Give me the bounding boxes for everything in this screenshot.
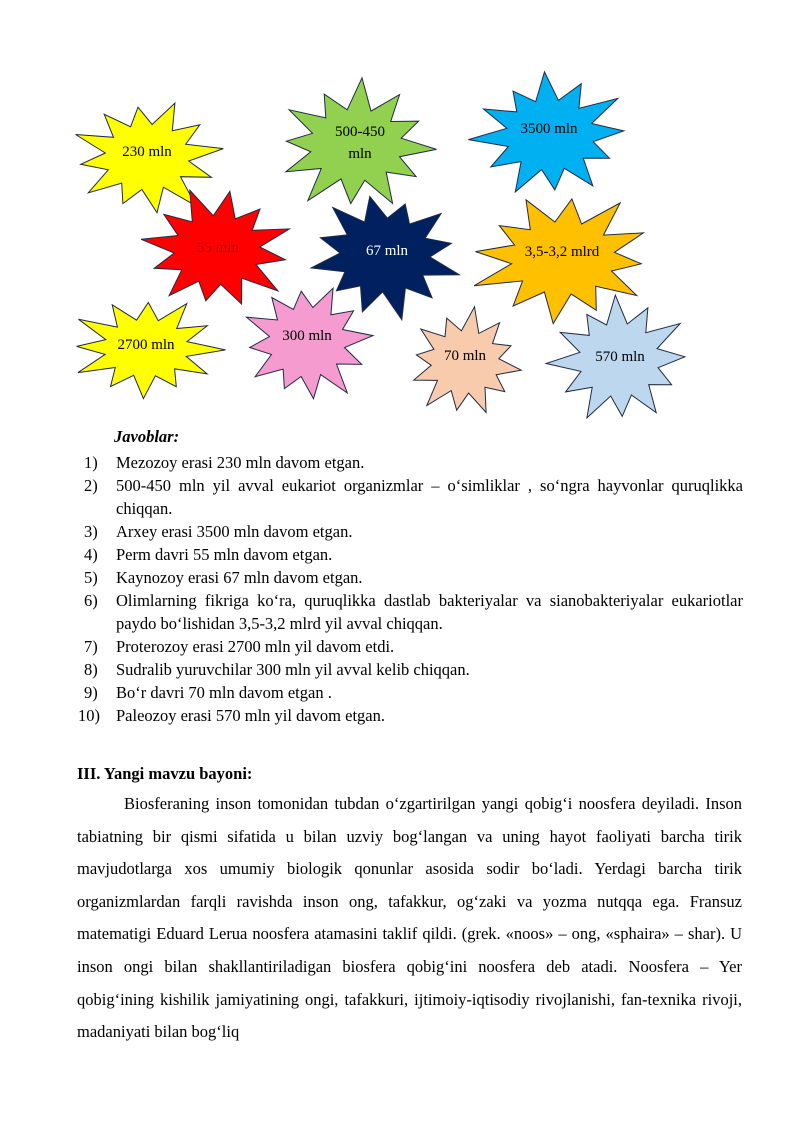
answer-number: 6)	[84, 591, 98, 610]
answer-item	[78, 474, 743, 520]
answer-item	[78, 635, 743, 658]
starburst-label: 3500 mln	[520, 121, 578, 137]
starburst-label: 3,5-3,2 mlrd	[524, 244, 600, 260]
answer-number: 8)	[84, 660, 98, 679]
section-title: III. Yangi mavzu bayoni:	[77, 764, 253, 783]
starburst-label: 230 mln	[122, 144, 172, 160]
answer-text: Sudralib yuruvchilar 300 mln yil avval kelib chiqqan.	[116, 660, 470, 679]
answer-number: 10)	[78, 706, 100, 725]
starburst-shape	[286, 78, 437, 204]
answer-text: Perm davri 55 mln davom etgan.	[116, 545, 333, 564]
answer-number: 7)	[84, 637, 98, 656]
answers-list	[78, 451, 743, 727]
answer-item	[78, 704, 743, 727]
answer-item	[78, 589, 743, 635]
answer-text: Proterozoy erasi 2700 mln yil davom etdi.	[116, 637, 395, 656]
starburst-label: 500-450 mln	[335, 124, 385, 162]
answer-text: Arxey erasi 3500 mln davom etgan.	[116, 522, 353, 541]
answers-title: Javoblar:	[114, 427, 180, 446]
starburst-label: 2700 mln	[117, 337, 175, 353]
section-paragraph: Biosferaning inson tomonidan tubdan oʻzgartirilgan yangi qobigʻi noosfera deyiladi. Inson tabiatning bir qismi sifatida u bilan uzviy bogʻlangan va uning hayot faoliyati barcha tirik mavjudotlarga xos umumiy biologik qonunlar asosida sodir boʻladi. Yerdagi barcha tirik organizmlardan farqli ravishda inson ong, tafakkur, ogʻzaki va yozma nutqqa ega. Fransuz matematigi Eduard Lerua noosfera atamasini taklif qildi. (grek. «noos» – ong, «sphaira» – shar). U inson ongi bilan shakllantiriladigan biosfera qobigʻini noosfera deb atadi. Noosfera – Yer qobigʻining kishilik jamiyatining ongi, tafakkuri, ijtimoiy-iqtisodiy rivojlanishi, fan-texnika rivoji, madaniyati bilan bogʻliq	[77, 794, 742, 1042]
starburst-label: 70 mln	[443, 348, 487, 364]
starburst-label: 55 mln	[196, 240, 240, 256]
answer-item	[78, 520, 743, 543]
starburst-diagram	[0, 0, 800, 425]
answer-text: Kaynozoy erasi 67 mln davom etgan.	[116, 568, 363, 587]
starburst-label: 570 mln	[595, 349, 645, 365]
answer-text: 500-450 mln yil avval eukariot organizmlar – oʻsimliklar , soʻngra hayvonlar quruqlikka chiqqan.	[116, 476, 743, 518]
answer-text: Olimlarning fikriga koʻra, quruqlikka dastlab bakteriyalar va sianobakteriyalar eukariotlar paydo boʻlishidan 3,5-3,2 mlrd yil avval chiqqan.	[116, 591, 743, 633]
answer-item	[78, 451, 743, 474]
answer-item	[78, 658, 743, 681]
starburst-label: 67 mln	[365, 243, 409, 259]
starburst-label: 300 mln	[282, 328, 332, 344]
answer-number: 4)	[84, 545, 98, 564]
answer-number: 9)	[84, 683, 98, 702]
answer-item	[78, 566, 743, 589]
answer-text: Boʻr davri 70 mln davom etgan .	[116, 683, 332, 702]
answer-text: Paleozoy erasi 570 mln yil davom etgan.	[116, 706, 385, 725]
answer-number: 1)	[84, 453, 98, 472]
answer-number: 3)	[84, 522, 98, 541]
answer-number: 2)	[84, 476, 98, 495]
answer-item	[78, 543, 743, 566]
answer-number: 5)	[84, 568, 98, 587]
answer-text: Mezozoy erasi 230 mln davom etgan.	[116, 453, 365, 472]
answer-item	[78, 681, 743, 704]
